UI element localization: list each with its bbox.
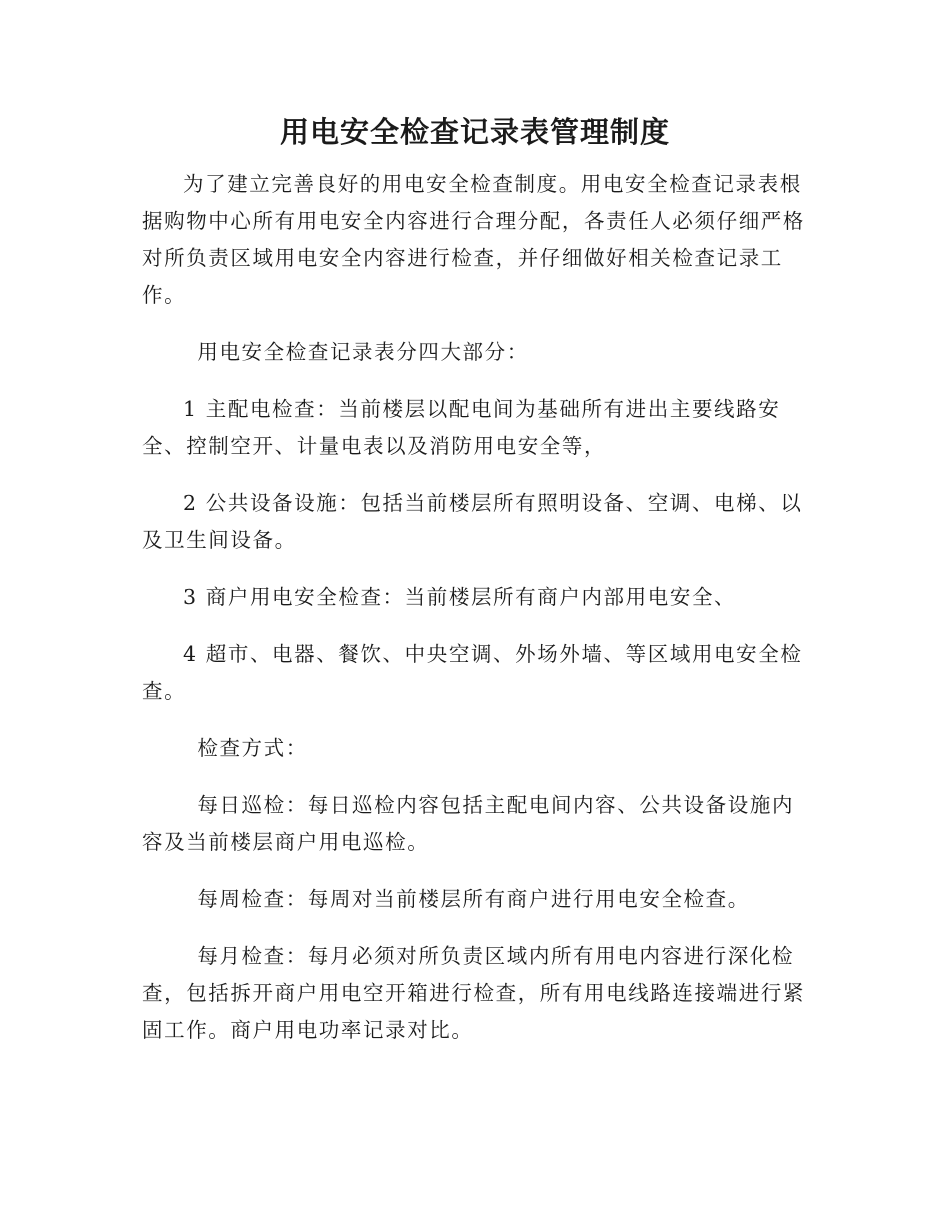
paragraph-section-4: 4 超市、电器、餐饮、中央空调、外场外墙、等区域用电安全检查。 [142, 642, 803, 703]
paragraph-section-3: 3 商户用电安全检查：当前楼层所有商户内部用电安全、 [183, 585, 737, 609]
paragraph-sections-heading: 用电安全检查记录表分四大部分： [197, 340, 529, 364]
paragraph-weekly-inspection: 每周检查：每周对当前楼层所有商户进行用电安全检查。 [197, 887, 750, 911]
document-body [142, 166, 810, 1069]
paragraph-intro: 为了建立完善良好的用电安全检查制度。用电安全检查记录表根据购物中心所有用电安全内容进行合理分配，各责任人必须仔细严格对所负责区域用电安全内容进行检查，并仔细做好相关检查记录工作。 [142, 172, 805, 307]
document-title: 用电安全检查记录表管理制度 [279, 115, 670, 149]
paragraph-monthly-inspection: 每月检查：每月必须对所负责区域内所有用电内容进行深化检查，包括拆开商户用电空开箱进行检查，所有用电线路连接端进行紧固工作。商户用电功率记录对比。 [142, 944, 805, 1042]
paragraph-section-1: 1 主配电检查：当前楼层以配电间为基础所有进出主要线路安全、控制空开、计量电表以及消防用电安全等， [142, 397, 781, 458]
paragraph-daily-inspection: 每日巡检：每日巡检内容包括主配电间内容、公共设备设施内容及当前楼层商户用电巡检。 [142, 793, 795, 854]
paragraph-method-heading: 检查方式： [197, 736, 308, 760]
paragraph-section-2: 2 公共设备设施：包括当前楼层所有照明设备、空调、电梯、以及卫生间设备。 [142, 491, 803, 552]
